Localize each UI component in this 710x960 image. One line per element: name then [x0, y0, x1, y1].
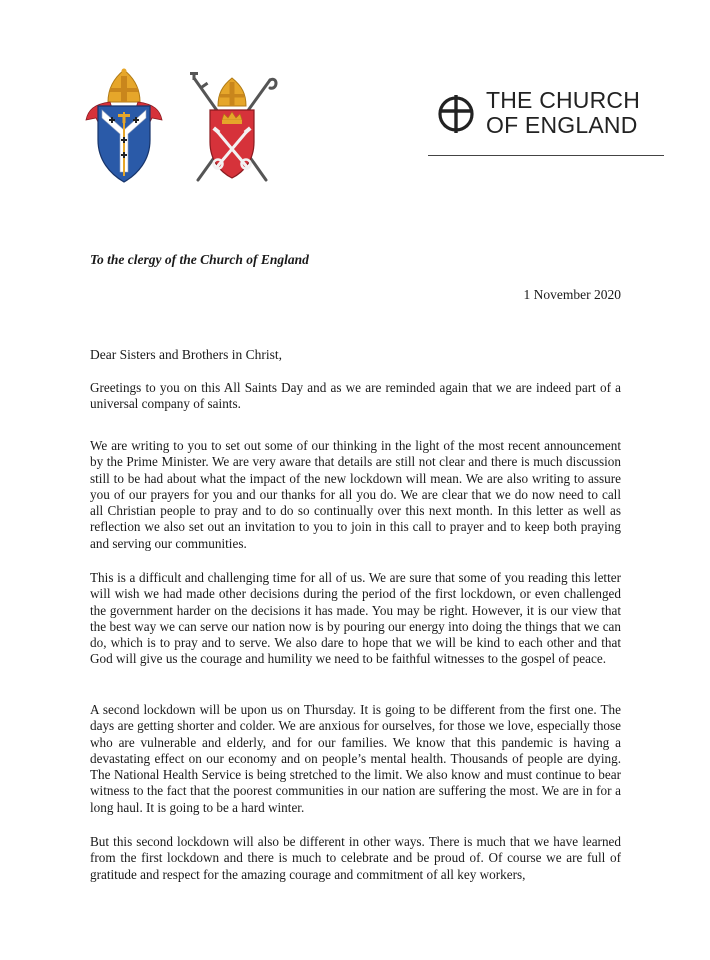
letter-paragraph: But this second lockdown will also be different in other ways. There is much that we have learned from the first lockdown and there is much to celebrate and be proud of. Of course we are full of gratitude and respect for the amazing courage and commitment of all key workers,	[90, 834, 621, 882]
letter-addressee: To the clergy of the Church of England	[90, 252, 309, 267]
logo-line-1: THE CHURCH	[486, 87, 641, 113]
letter-paragraph: We are writing to you to set out some of our thinking in the light of the most recent announcement by the Prime Minister. We are very aware that details are still not clear and there is much discussion still to be had about what the impact of the new lockdown will mean. We are also writing to assure you of our prayers for you and our thanks for all you do. We are clear that we do now need to call all Christian people to pray and to do so continually over this next month. In this letter as well as reflection we also set out an invitation to you to join in this call to prayer and to keep both praying and serving our communities.	[90, 438, 621, 551]
letter-date: 1 November 2020	[523, 287, 621, 302]
letter-paragraph: A second lockdown will be upon us on Thursday. It is going to be different from the first one. The days are getting shorter and colder. We are anxious for ourselves, for those we love, especially those who are vulnerable and elderly, and for our families. We know that this pandemic is having a devastating effect on our economy and on people’s mental health. Thousands of people are dying. The National Health Service is being stretched to the limit. We also know and must continue to bear witness to the fact that the poorest communities in our nation are suffering the most. We are in for a long haul. It is going to be a hard winter.	[90, 702, 621, 815]
letter-salutation: Dear Sisters and Brothers in Christ,	[90, 347, 282, 362]
church-of-england-logo	[436, 88, 666, 158]
church-of-england-cross-icon	[436, 94, 476, 134]
logo-wordmark	[486, 88, 640, 138]
letter-paragraph: This is a difficult and challenging time for all of us. We are sure that some of you reading this letter will wish we had made other decisions during the period of the first lockdown, or even challenged the government harder on the decisions it has made. You may be right. However, it is our view that the best way we can serve our nation now is by pouring our energy into doing the things that we can do, which is to pray and to serve. We also dare to hope that we will be kind to each other and that God will give us the courage and humility we need to be faithful witnesses to the gospel of peace.	[90, 570, 621, 667]
header-divider	[428, 155, 664, 156]
canterbury-crest-icon	[84, 68, 164, 184]
york-crest-icon	[186, 72, 278, 186]
letter-paragraph: Greetings to you on this All Saints Day and as we are reminded again that we are indeed part of a universal company of saints.	[90, 380, 621, 412]
logo-line-2: OF ENGLAND	[486, 112, 638, 138]
